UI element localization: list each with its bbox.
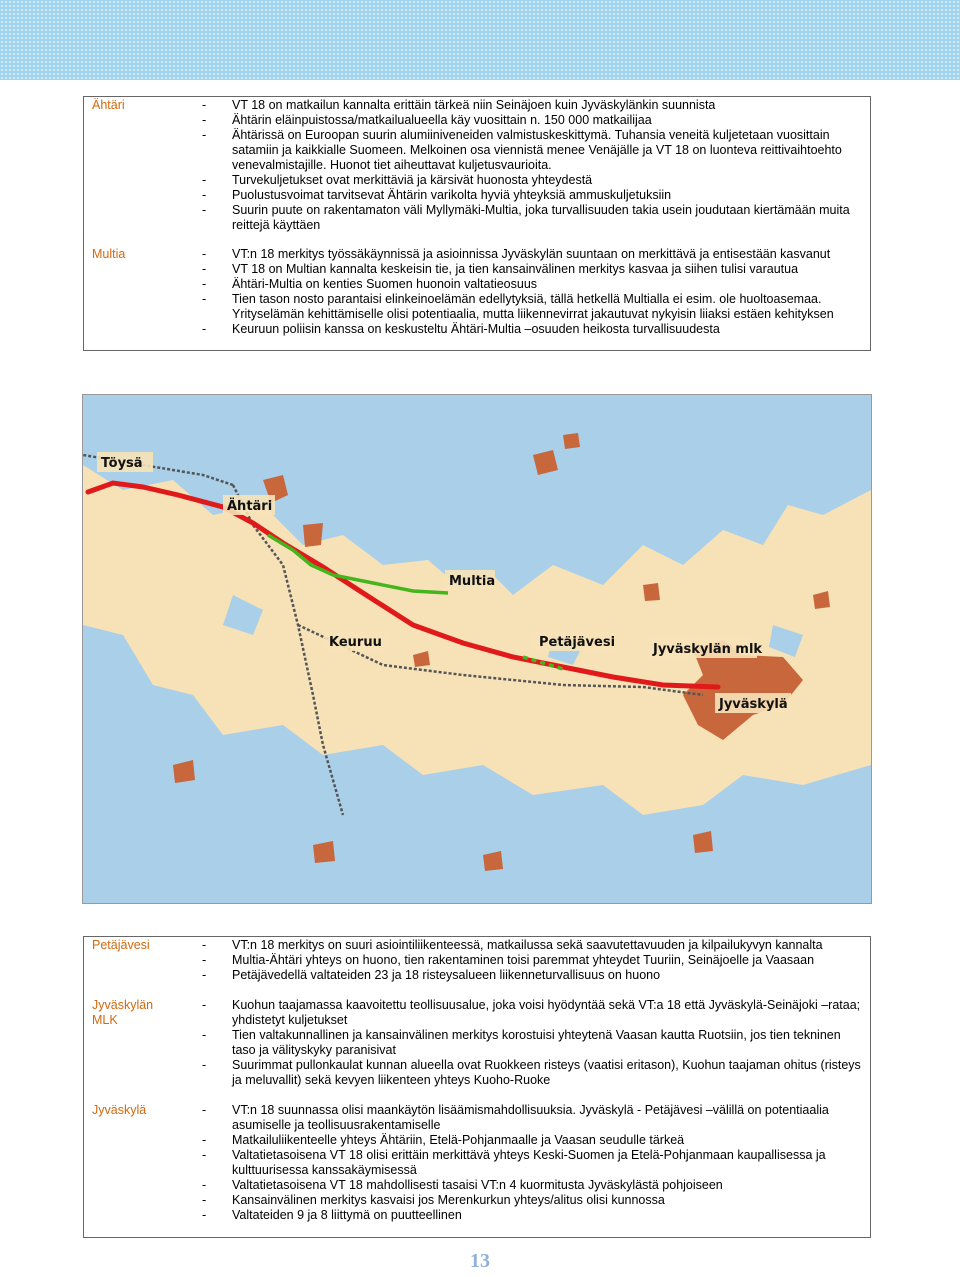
list-item: - VT 18 on matkailun kannalta erittäin tärkeä niin Seinäjoen kuin Jyväskylänkin suunnista — [202, 98, 716, 112]
list-item: - Petäjävedellä valtateiden 23 ja 18 risteysalueen liikenneturvallisuus on huono — [202, 968, 661, 982]
list-item: - Multia-Ähtäri yhteys on huono, tien rakentaminen toisi paremmat yhteydet Tuuriin, Seinäjoelle ja Vaasaan — [202, 953, 815, 967]
list-item: - Matkailuliikenteelle yhteys Ähtäriin, Etelä-Pohjanmaalle ja Vaasan seudulle tärkeä — [202, 1133, 685, 1147]
list-item: - Keuruun poliisin kanssa on keskusteltu Ähtäri-Multia –osuuden heikosta turvallisuudesta — [202, 322, 720, 336]
table-row — [84, 998, 870, 1088]
label-keuruu: Keuruu — [329, 635, 382, 650]
list-item: - Turvekuljetukset ovat merkittäviä ja kärsivät huonosta yhteydestä — [202, 173, 593, 187]
header-band — [0, 0, 960, 80]
list-item: - VT:n 18 merkitys työssäkäynnissä ja asioinnissa Jyväskylän suuntaan on merkittävä ja entisestään kasvanut — [202, 247, 831, 261]
item-list — [202, 1103, 862, 1223]
label-ahtari: Ähtäri — [227, 499, 273, 514]
table-row — [84, 247, 870, 337]
list-item: - Kuohun taajamassa kaavoitettu teollisuusalue, joka voisi hyödyntää sekä VT:a 18 että Jyväskylä-Seinäjoki –rataa; yhdistetyt kuljetukset — [202, 998, 861, 1027]
table-bottom — [83, 936, 871, 1238]
list-item: - VT:n 18 suunnassa olisi maankäytön lisäämismahdollisuuksia. Jyväskylä - Petäjävesi –välillä on potentiaalia asumiselle ja teollisuusrakentamiselle — [202, 1103, 829, 1132]
route-map — [82, 394, 872, 904]
label-jyvaskylan-mlk: Jyväskylän mlk — [653, 642, 763, 657]
item-list — [202, 97, 862, 233]
list-item: - Suurimmat pullonkaulat kunnan alueella ovat Ruokkeen risteys (vaatisi eritason), Kuohun taajaman ohitus (risteys ja meluvallit) sekä kevyen liikenteen yhteys Kuoho-Ruoke — [202, 1058, 861, 1087]
list-item: - Valtateiden 9 ja 8 liittymä on puutteellinen — [202, 1208, 462, 1222]
label-toysa: Töysä — [101, 456, 143, 471]
list-item: - Tien valtakunnallinen ja kansainvälinen merkitys korostuisi yhteytenä Vaasan kautta Ruotsiin, jos tien tekninen taso ja välityskyky paranisivat — [202, 1028, 841, 1057]
list-item: - Valtatietasoisena VT 18 mahdollisesti tasaisi VT:n 4 kuormitusta Jyväskylästä pohjoiseen — [202, 1178, 723, 1192]
page-number: 13 — [470, 1250, 490, 1272]
list-item: - Valtatietasoisena VT 18 olisi erittäin merkittävä yhteys Keski-Suomen ja Etelä-Pohjanmaan kaupallisessa ja kulttuurisessa kanssakäymisessä — [202, 1148, 826, 1177]
item-list — [202, 998, 862, 1088]
list-item: - Ähtärin eläinpuistossa/matkailualueella käy vuosittain n. 150 000 matkailijaa — [202, 113, 652, 127]
item-list — [202, 247, 862, 337]
label-jyvaskyla: Jyväskylä — [719, 697, 788, 712]
table-top — [83, 96, 871, 351]
table-row — [84, 1103, 870, 1223]
table-row — [84, 938, 870, 983]
place-jyvaskylan-mlk: Jyväskylän MLK — [92, 998, 154, 1027]
item-list — [202, 938, 862, 983]
label-multia: Multia — [449, 574, 496, 589]
list-item: - Ähtärissä on Euroopan suurin alumiiniveneiden valmistuskeskittymä. Tuhansia veneitä kuljetetaan vuosittain satamiin ja kaikkialle Suomeen. Melkoinen osa viennistä menee Venäjälle ja VT 18 on luonteva reittivaihtoehto venevalmistajille. Huonot tiet aiheuttavat kuljetusvaurioita. — [202, 128, 842, 172]
place-jyvaskyla: Jyväskylä — [92, 1103, 147, 1117]
place-ahtari: Ähtäri — [92, 98, 125, 112]
list-item: - Suurin puute on rakentamaton väli Myllymäki-Multia, joka turvallisuuden takia usein joudutaan kiertämään muita reittejä käyttäen — [202, 203, 850, 232]
list-item: - VT 18 on Multian kannalta keskeisin tie, ja tien kansainvälinen merkitys kasvaa ja siihen tulisi varautua — [202, 262, 799, 276]
place-petajavesi: Petäjävesi — [92, 938, 150, 952]
label-petajavesi: Petäjävesi — [539, 635, 616, 650]
list-item: - VT:n 18 merkitys on suuri asiointiliikenteessä, matkailussa sekä saavutettavuuden ja kilpailukyvyn kannalta — [202, 938, 823, 952]
place-multia: Multia — [92, 247, 126, 261]
table-row — [84, 97, 870, 233]
list-item: - Tien tason nosto parantaisi elinkeinoelämän edellytyksiä, tällä hetkellä Multialla ei esim. ole huoltoasemaa. Yrityselämän kehittämiselle olisi potentiaalia, mutta liikennevirrat jakautuvat nykyisin liiaksi estäen kehityksen — [202, 292, 834, 321]
map-svg — [83, 395, 871, 903]
list-item: - Puolustusvoimat tarvitsevat Ähtärin varikolta hyviä yhteyksiä ammuskuljetuksiin — [202, 188, 672, 202]
list-item: - Kansainvälinen merkitys kasvaisi jos Merenkurkun yhteys/alitus olisi kunnossa — [202, 1193, 665, 1207]
list-item: - Ähtäri-Multia on kenties Suomen huonoin valtatieosuus — [202, 277, 538, 291]
